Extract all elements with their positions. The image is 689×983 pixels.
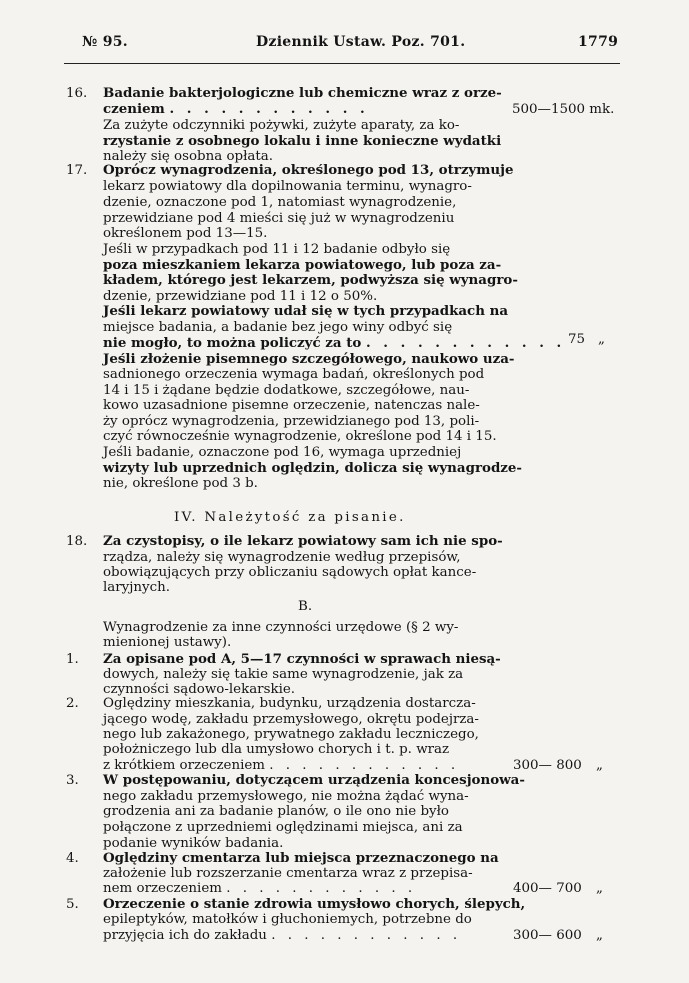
text-line: Badanie bakterjologiczne lub chemiczne wraz z orze-: [103, 85, 502, 101]
text-line-start: przyjęcia ich do zakładu: [103, 928, 267, 943]
ditto-mark: „: [596, 758, 603, 773]
ditto-mark: „: [596, 881, 603, 896]
fee-amount-16: 500—1500 mk.: [512, 102, 615, 117]
text-line: rzystanie z osobnego lokalu i inne konieczne wydatki: [103, 133, 502, 149]
item-number-b3: 3.: [66, 773, 79, 788]
text-line: połączone z uprzedniemi oględzinami miejsca, ani za: [103, 820, 463, 835]
text-line-start: z krótkiem orzeczeniem: [103, 758, 265, 773]
text-line: należy się osobna opłata.: [103, 149, 274, 164]
text-line: W postępowaniu, dotyczącem urządzenia koncesjonowa-: [103, 772, 525, 788]
journal-title: Dziennik Ustaw. Poz. 701.: [256, 34, 466, 50]
text-line-start: nem orzeczeniem: [103, 881, 222, 896]
text-line: Za opisane pod A, 5—17 czynności w sprawach niesą-: [103, 651, 501, 667]
fee-amount-b4: 400— 700: [513, 881, 582, 896]
fee-amount-b2: 300— 800: [513, 758, 582, 773]
text-line: Za czystopisy, o ile lekarz powiatowy sam ich nie spo-: [103, 533, 503, 549]
text-line: Jeśli w przypadkach pod 11 i 12 badanie odbyło się: [103, 242, 451, 257]
fee-amount-b5: 300— 600: [513, 928, 582, 943]
text-line: laryjnych.: [103, 580, 170, 595]
text-line: Wynagrodzenie za inne czynności urzędowe (§ 2 wy-: [103, 620, 459, 635]
text-line: ży oprócz wynagrodzenia, przewidzianego pod 13, poli-: [103, 414, 480, 429]
text-line: kładem, którego jest lekarzem, podwyższa się wynagro-: [103, 272, 518, 288]
leader-dots: . . . . . . . . . . . .: [226, 881, 417, 896]
text-line: położniczego lub dla umysłowo chorych i t. p. wraz: [103, 742, 450, 757]
leader-dots: . . . . . . . . . . . .: [365, 335, 566, 351]
ditto-mark: „: [598, 332, 605, 347]
text-line: Oprócz wynagrodzenia, określonego pod 13, otrzymuje: [103, 162, 514, 178]
text-line: czynności sądowo-lekarskie.: [103, 682, 296, 697]
text-line-start: czeniem: [103, 101, 165, 117]
text-line: [103, 926, 509, 945]
leader-dots: . . . . . . . . . . . .: [269, 758, 460, 773]
text-line: czyć równocześnie wynagrodzenie, określone pod 14 i 15.: [103, 429, 497, 444]
text-line: poza mieszkaniem lekarza powiatowego, lub poza za-: [103, 257, 502, 273]
page-number: 1779: [578, 34, 619, 50]
text-line: nego lub zakażonego, prywatnego zakładu leczniczego,: [103, 727, 479, 742]
text-line: epileptyków, matołków i głuchoniemych, potrzebne do: [103, 912, 472, 927]
text-line: Jeśli badanie, oznaczone pod 16, wymaga uprzedniej: [103, 445, 462, 460]
journal-number: № 95.: [82, 34, 128, 50]
leader-dots: . . . . . . . . . . . .: [271, 928, 462, 943]
text-line: mienionej ustawy).: [103, 635, 232, 650]
text-line: rządza, należy się wynagrodzenie według przepisów,: [103, 550, 461, 565]
text-line: dzenie, przewidziane pod 11 i 12 o 50%.: [103, 289, 378, 304]
text-line: grodzenia ani za badanie planów, o ile ono nie było: [103, 804, 449, 819]
text-line: nie, określone pod 3 b.: [103, 476, 258, 491]
ditto-mark: „: [596, 928, 603, 943]
text-line: Oględziny cmentarza lub miejsca przeznaczonego na: [103, 850, 499, 866]
text-line: założenie lub rozszerzanie cmentarza wraz z przepisa-: [103, 866, 473, 881]
text-line: Jeśli lekarz powiatowy udał się w tych przypadkach na: [103, 303, 509, 319]
item-number-b1: 1.: [66, 652, 79, 667]
text-line: sadnionego orzeczenia wymaga badań, określonych pod: [103, 367, 485, 382]
fee-amount-17: 75: [568, 332, 586, 347]
item-number-b2: 2.: [66, 696, 79, 711]
leader-dots: . . . . . . . . . . . .: [169, 101, 369, 117]
header-rule: [64, 63, 620, 64]
item-number-17: 17.: [66, 163, 88, 178]
text-line: miejsce badania, a badanie bez jego winy odbyć się: [103, 320, 453, 335]
item-number-16: 16.: [66, 86, 88, 101]
text-line: dzenie, oznaczone pod 1, natomiast wynagrodzenie,: [103, 195, 457, 210]
item-number-b5: 5.: [66, 897, 79, 912]
section-heading-iv: IV. Należytość za pisanie.: [174, 510, 406, 525]
text-line: 14 i 15 i żądane będzie dodatkowe, szczegółowe, nau-: [103, 383, 470, 398]
text-line: Orzeczenie o stanie zdrowia umysłowo chorych, ślepych,: [103, 896, 526, 912]
section-heading-b: B.: [298, 599, 313, 614]
item-number-b4: 4.: [66, 851, 79, 866]
text-line: przewidziane pod 4 mieści się już w wynagrodzeniu: [103, 211, 455, 226]
text-line: kowo uzasadnione pisemne orzeczenie, natenczas nale-: [103, 398, 480, 413]
text-line: Jeśli złożenie pisemnego szczegółowego, naukowo uza-: [103, 351, 515, 367]
item-number-18: 18.: [66, 534, 88, 549]
text-line: lekarz powiatowy dla dopilnowania terminu, wynagro-: [103, 179, 472, 194]
text-line: nego zakładu przemysłowego, nie można żądać wyna-: [103, 789, 469, 804]
text-line: obowiązujących przy obliczaniu sądowych opłat kance-: [103, 565, 477, 580]
text-line: Za zużyte odczynniki pożywki, zużyte aparaty, za ko-: [103, 118, 460, 133]
text-line: podanie wyników badania.: [103, 836, 284, 851]
text-line-start: nie mogło, to można policzyć za to: [103, 335, 362, 351]
text-line: jącego wodę, zakładu przemysłowego, okrętu podejrza-: [103, 712, 479, 727]
text-line: wizyty lub uprzednich oględzin, dolicza się wynagrodze-: [103, 460, 522, 476]
text-line: dowych, należy się takie same wynagrodzenie, jak za: [103, 667, 464, 682]
text-line: określonem pod 13—15.: [103, 226, 268, 241]
text-line: Oględziny mieszkania, budynku, urządzenia dostarcza-: [103, 696, 476, 711]
